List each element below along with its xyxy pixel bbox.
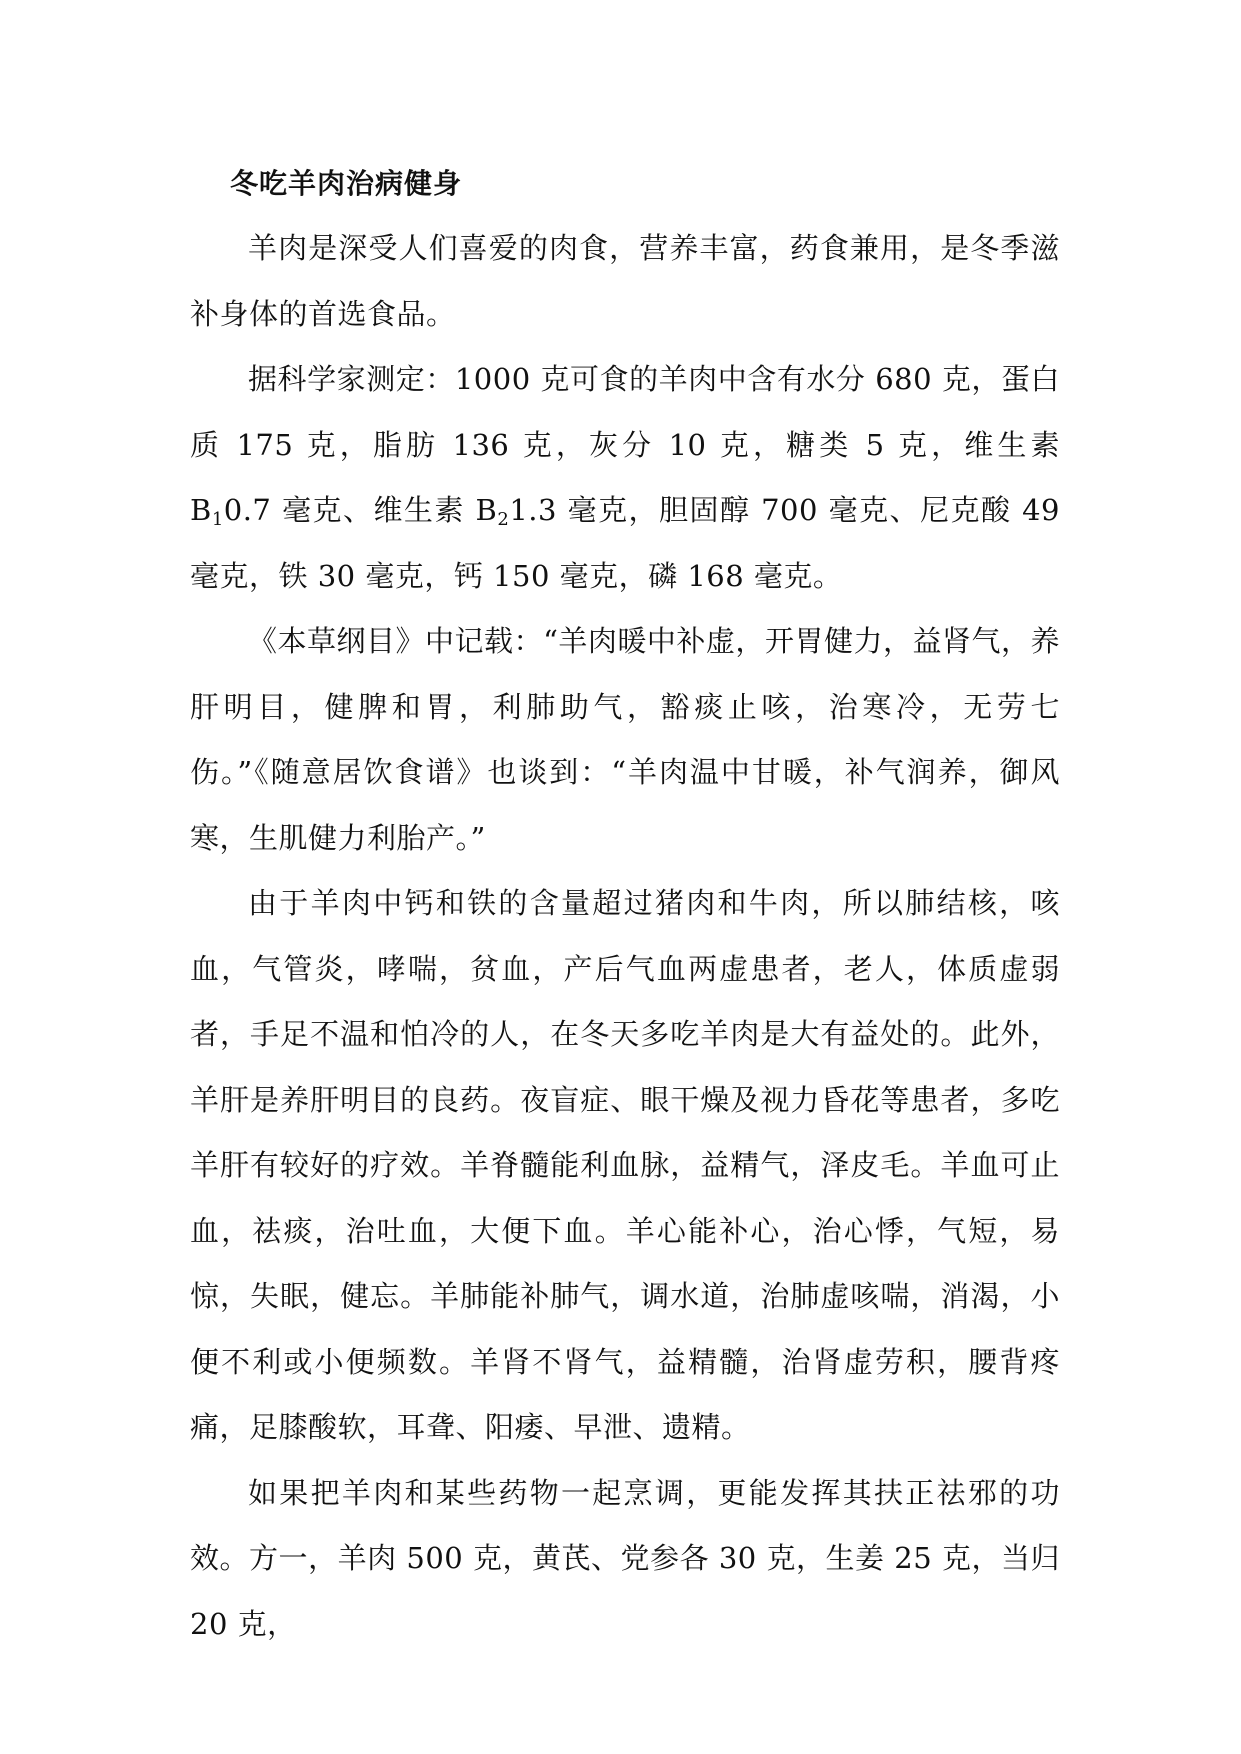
paragraph-nutrition bbox=[190, 347, 1060, 609]
paragraph-recipes: 如果把羊肉和某些药物一起烹调，更能发挥其扶正祛邪的功效。方一，羊肉 500 克，黄芪、党参各 30 克，生姜 25 克，当归 20 克， bbox=[190, 1475, 1060, 1641]
document-title: 冬吃羊肉治病健身 bbox=[230, 167, 463, 200]
nutrition-text-part3: 1.3 毫克，胆固醇 700 毫克、尼克酸 49 毫克，铁 30 毫克，钙 150 毫克，磷 168 毫克。 bbox=[190, 493, 1060, 593]
paragraph-benefits: 由于羊肉中钙和铁的含量超过猪肉和牛肉，所以肺结核，咳血，气管炎，哮喘，贫血，产后气血两虚患者，老人，体质虚弱者，手足不温和怕冷的人，在冬天多吃羊肉是大有益处的。此外，羊肝是养肝明目的良药。夜盲症、眼干燥及视力昏花等患者，多吃羊肝有较好的疗效。羊脊髓能利血脉，益精气，泽皮毛。羊血可止血，祛痰，治吐血，大便下血。羊心能补心，治心悸，气短，易惊，失眠，健忘。羊肺能补肺气，调水道，治肺虚咳喘，消渴，小便不利或小便频数。羊肾不肾气，益精髓，治肾虚劳积，腰背疼痛，足膝酸软，耳聋、阳痿、早泄、遗精。 bbox=[190, 886, 1060, 1444]
nutrition-text-part1: 据科学家测定：1000 克可食的羊肉中含有水分 680 克，蛋白质 175 克，脂肪 136 克，灰分 10 克，糖类 5 克，维生素 B bbox=[190, 362, 1060, 527]
nutrition-text-part2: 0.7 毫克、维生素 B bbox=[223, 493, 498, 527]
paragraph-classics: 《本草纲目》中记载：“羊肉暖中补虚，开胃健力，益肾气，养肝明目，健脾和胃，利肺助气，豁痰止咳，治寒冷，无劳七伤。”《随意居饮食谱》也谈到：“羊肉温中甘暖，补气润养，御风寒，生肌健力利胎产。” bbox=[190, 624, 1060, 855]
subscript-b2: 2 bbox=[497, 509, 510, 530]
document-body bbox=[190, 158, 1060, 1657]
subscript-b1: 1 bbox=[211, 509, 224, 530]
paragraph-intro: 羊肉是深受人们喜爱的肉食，营养丰富，药食兼用，是冬季滋补身体的首选食品。 bbox=[190, 231, 1060, 331]
